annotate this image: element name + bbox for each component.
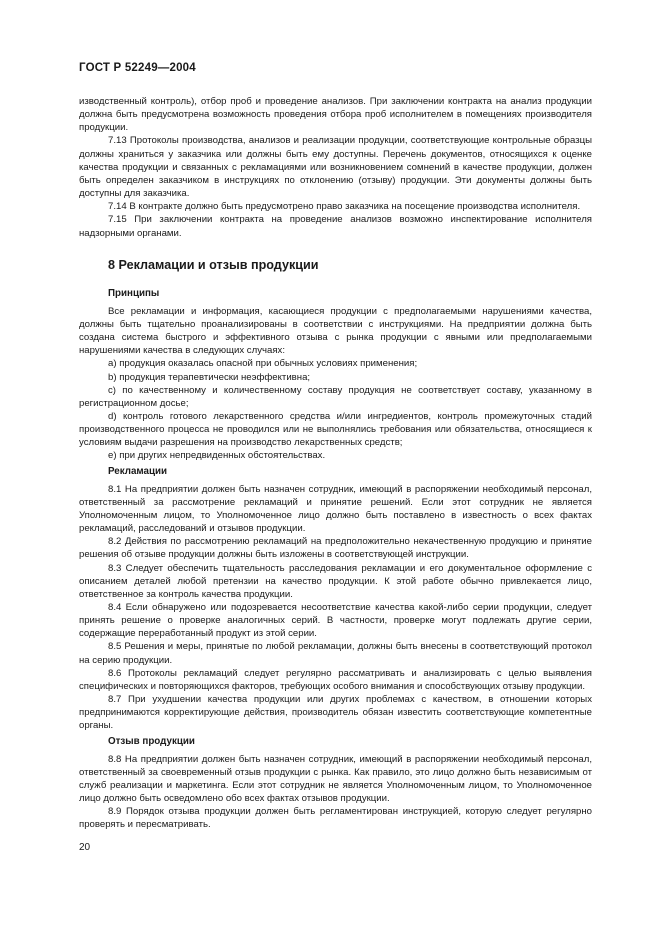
subheading-complaints: Рекламации	[108, 465, 168, 477]
page-body	[79, 95, 592, 832]
paragraph-8-3: 8.3 Следует обеспечить тщательность расследования рекламации и его документальное оформление с описанием деталей любой претензии на качество продукции. К этой работе обычно привлекается лицо, ответственное за контроль качества продукции.	[79, 562, 592, 600]
subheading-principles: Принципы	[108, 287, 160, 299]
paragraph-7-14: 7.14 В контракте должно быть предусмотрено право заказчика на посещение производства исполнителя.	[108, 201, 581, 213]
paragraph-8-4: 8.4 Если обнаружено или подозревается несоответствие качества какой-либо серии продукции, следует принять решение о проверке аналогичных серий. В частности, проверке могут подлежать другие серии, содержащие переработанный продукт из этой серии.	[79, 602, 592, 640]
list-item-d: d) контроль готового лекарственного средства и/или ингредиентов, контроль промежуточных стадий производственного процесса не проводился или не выполнялись требования или обязательства, относящиеся к условиям выдачи разрешения на производство лекарственных средств;	[79, 410, 592, 449]
paragraph-7-12-continuation: изводственный контроль), отбор проб и проведение анализов. При заключении контракта на анализ продукции должна быть предусмотрена возможность проведения отбора проб исполнителем в помещениях производителя продукции.	[79, 96, 592, 134]
list-item-e: е) при других непредвиденных обстоятельствах.	[108, 450, 326, 462]
subheading-recall: Отзыв продукции	[108, 735, 195, 747]
running-header-doc-code: ГОСТ Р 52249—2004	[79, 62, 196, 74]
list-item-c: с) по качественному и количественному составу продукция не соответствует составу, указанному в регистрационном досье;	[79, 384, 592, 409]
principles-intro: Все рекламации и информация, касающиеся продукции с предполагаемыми нарушениями качества, должны быть тщательно проанализированы в соответствии с инструкциями. На предприятии должна быть создана система быстрого и эффективного отзыва с рынка продукции с явными или предполагаемыми нарушениями качества в следующих случаях:	[79, 305, 592, 357]
section-8-title: 8 Рекламации и отзыв продукции	[108, 257, 319, 272]
paragraph-8-5: 8.5 Решения и меры, принятые по любой рекламации, должны быть внесены в соответствующий протокол на серию продукции.	[79, 641, 592, 666]
paragraph-7-15: 7.15 При заключении контракта на проведение анализов возможно инспектирование исполнителя надзорными органами.	[79, 214, 592, 239]
paragraph-8-9: 8.9 Порядок отзыва продукции должен быть регламентирован инструкцией, которую следует регулярно проверять и пересматривать.	[79, 806, 592, 831]
paragraph-8-7: 8.7 При ухудшении качества продукции или других проблемах с качеством, в отношении которых предпринимаются корректирующие действия, производитель обязан известить соответствующие компетентные органы.	[79, 694, 592, 732]
paragraph-7-13: 7.13 Протоколы производства, анализов и реализации продукции, соответствующие контрольные образцы должны храниться у заказчика или должны быть ему доступны. Перечень документов, относящихся к оценке качества продукции и связанных с рекламациями или возникновением сомнений в качестве продукции, должен быть определен заказчиком в инструкциях по отклонению (отзыву) продукции. Эти документы должны быть доступны для заказчика.	[79, 135, 592, 200]
page-number: 20	[79, 842, 91, 853]
paragraph-8-2: 8.2 Действия по рассмотрению рекламаций на предположительно некачественную продукцию и принятие решения об отзыве продукции должны быть изложены в соответствующей инструкции.	[79, 536, 592, 561]
paragraph-8-1: 8.1 На предприятии должен быть назначен сотрудник, имеющий в распоряжении необходимый персонал, ответственный за рассмотрение рекламаций и принятие решений. Если этот сотрудник не является Уполномоченным лицом, то Уполномоченное лицо должно быть поставлено в известность о всех фактах рекламаций, расследований и отзывов продукции.	[79, 483, 592, 535]
list-item-b: b) продукция терапевтически неэффективна;	[108, 371, 311, 383]
list-item-a: а) продукция оказалась опасной при обычных условиях применения;	[108, 358, 418, 370]
paragraph-8-8: 8.8 На предприятии должен быть назначен сотрудник, имеющий в распоряжении необходимый персонал, ответственный за своевременный отзыв продукции с рынка. Как правило, это лицо должно быть независимым от служб реализации и маркетинга. Если этот сотрудник не является Уполномоченным лицом, то Уполномоченное лицо должно быть осведомлено обо всех фактах отзывов продукции.	[79, 753, 592, 805]
paragraph-8-6: 8.6 Протоколы рекламаций следует регулярно рассматривать и анализировать с целью выявления специфических и повторяющихся факторов, требующих особого внимания и способствующих отзыву продукции.	[79, 667, 592, 692]
